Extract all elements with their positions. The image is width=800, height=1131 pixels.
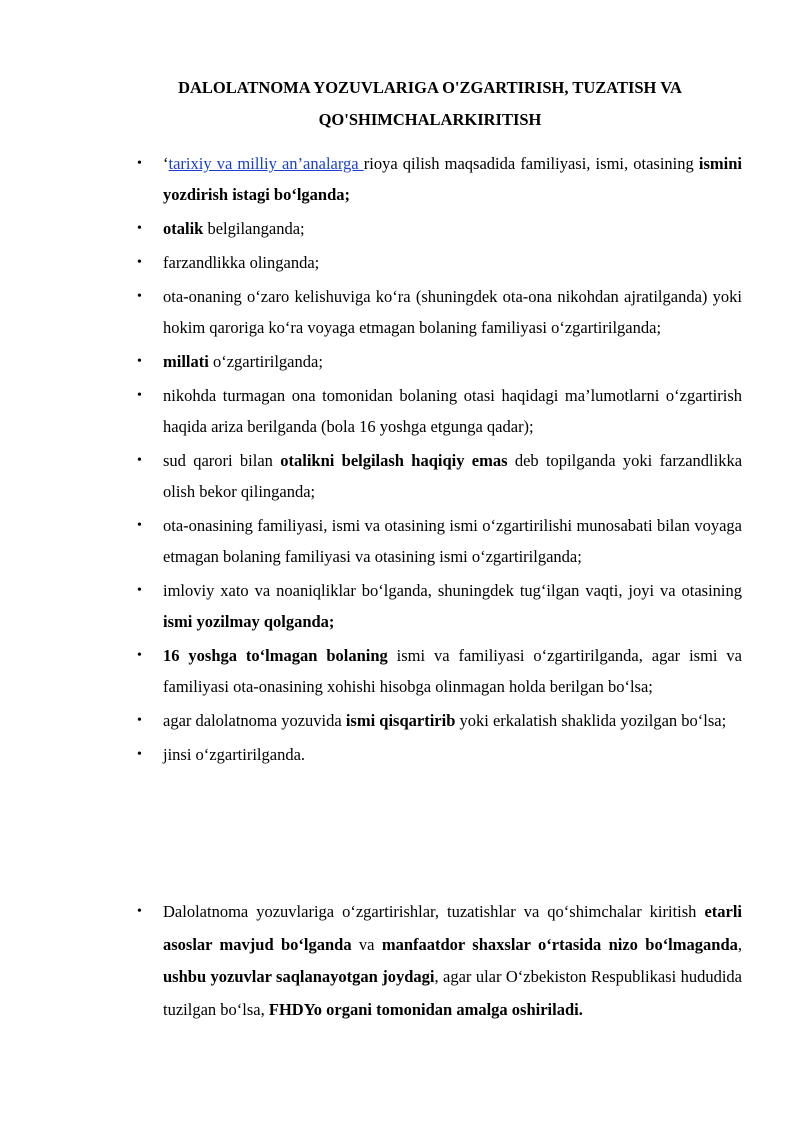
list-item	[0, 148, 800, 210]
bullet-icon: •	[137, 156, 142, 171]
bullet-icon: •	[137, 648, 142, 663]
item-text: o‘zgartirilganda;	[208, 352, 323, 371]
final-text: Dalolatnoma yozuvlariga o‘zgartirishlar, tuzatishlar va qo‘shimchalar kiritish	[163, 902, 705, 921]
bullet-icon: •	[137, 904, 142, 919]
list-item	[0, 575, 800, 637]
item-bold: otalik	[163, 219, 204, 238]
item-bold: ismi yozilmay qolganda;	[163, 612, 335, 631]
item-text: ismi va familiyasi o‘zgartirilganda, agar ismi va familiyasi ota-onasining xohishi hisobga olinmagan holda berilgan bo‘lsa;	[163, 646, 742, 696]
tradition-link[interactable]: tarixiy va milliy an’analarga	[168, 154, 364, 173]
item-bold: ismini yozdirish istagi bo‘lganda;	[163, 154, 742, 204]
item-bold: 16 yoshga to‘lmagan bolaning	[163, 646, 388, 665]
final-paragraph-list	[0, 896, 800, 1026]
final-text: va	[351, 934, 382, 954]
final-text: ,	[737, 934, 742, 954]
quote-mark: ‘	[163, 154, 169, 173]
list-item	[0, 247, 800, 278]
item-text: deb topilganda yoki farzandlikka olish bekor qilinganda;	[163, 451, 743, 501]
list-item	[0, 640, 800, 702]
item-text: agar dalolatnoma yozuvida	[163, 711, 346, 730]
item-text: yoki erkalatish shaklida yozilgan bo‘lsa;	[455, 711, 727, 730]
bullet-icon: •	[137, 255, 142, 270]
bullet-icon: •	[137, 354, 142, 369]
title-line-1: DALOLATNOMA YOZUVLARIGA O'ZGARTIRISH, TUZATISH VA	[178, 78, 682, 97]
item-text: sud qarori bilan	[163, 451, 281, 470]
final-text: , agar ular O‘zbekiston Respublikasi hududida tuzilgan bo‘lsa,	[163, 967, 742, 1019]
item-text: belgilanganda;	[203, 219, 305, 238]
item-text: farzandlikka olinganda;	[163, 253, 320, 272]
final-bold: etarli asoslar mavjud bo‘lganda	[163, 902, 742, 954]
list-item	[0, 213, 800, 244]
bullet-icon: •	[137, 518, 142, 533]
bullet-icon: •	[137, 388, 142, 403]
item-text: imloviy xato va noaniqliklar bo‘lganda, shuningdek tug‘ilgan vaqti, joyi va otasining	[163, 581, 742, 600]
conditions-list	[0, 148, 800, 770]
list-item	[0, 281, 800, 343]
bullet-icon: •	[137, 289, 142, 304]
list-item	[0, 510, 800, 572]
final-bold: FHDYo organi tomonidan amalga oshiriladi.	[268, 999, 583, 1019]
item-text: nikohda turmagan ona tomonidan bolaning otasi haqidagi ma’lumotlarni o‘zgartirish haqida ariza berilganda (bola 16 yoshga etgunga qadar);	[163, 386, 742, 436]
item-text: ota-onasining familiyasi, ismi va otasining ismi o‘zgartirilishi munosabati bilan voyaga etmagan bolaning familiyasi va otasining ismi o‘zgartirilganda;	[163, 516, 742, 566]
list-item	[0, 445, 800, 507]
list-item	[0, 705, 800, 736]
bullet-icon: •	[137, 583, 142, 598]
item-text: ota-onaning o‘zaro kelishuviga ko‘ra (shuningdek ota-ona nikohdan ajratilganda) yoki hokim qaroriga ko‘ra voyaga etmagan bolaning familiyasi o‘zgartirilganda;	[163, 287, 742, 337]
bullet-icon: •	[137, 747, 142, 762]
final-bold: manfaatdor shaxslar o‘rtasida nizo bo‘lmaganda	[381, 934, 738, 954]
list-item	[0, 739, 800, 770]
document-title	[130, 72, 730, 136]
final-bold: ushbu yozuvlar saqlanayotgan joydagi	[163, 967, 435, 986]
item-text: jinsi o‘zgartirilganda.	[163, 745, 306, 764]
bullet-icon: •	[137, 453, 142, 468]
list-item	[0, 380, 800, 442]
title-line-2: QO'SHIMCHALARKIRITISH	[318, 110, 542, 129]
item-text: rioya qilish maqsadida familiyasi, ismi, otasining	[363, 154, 699, 173]
bullet-icon: •	[137, 713, 142, 728]
bullet-icon: •	[137, 221, 142, 236]
list-item	[0, 346, 800, 377]
item-bold: ismi qisqartirib	[345, 711, 456, 730]
item-bold: otalikni belgilash haqiqiy emas	[280, 451, 508, 470]
item-bold: millati	[163, 352, 209, 371]
final-list-item	[0, 896, 800, 1026]
